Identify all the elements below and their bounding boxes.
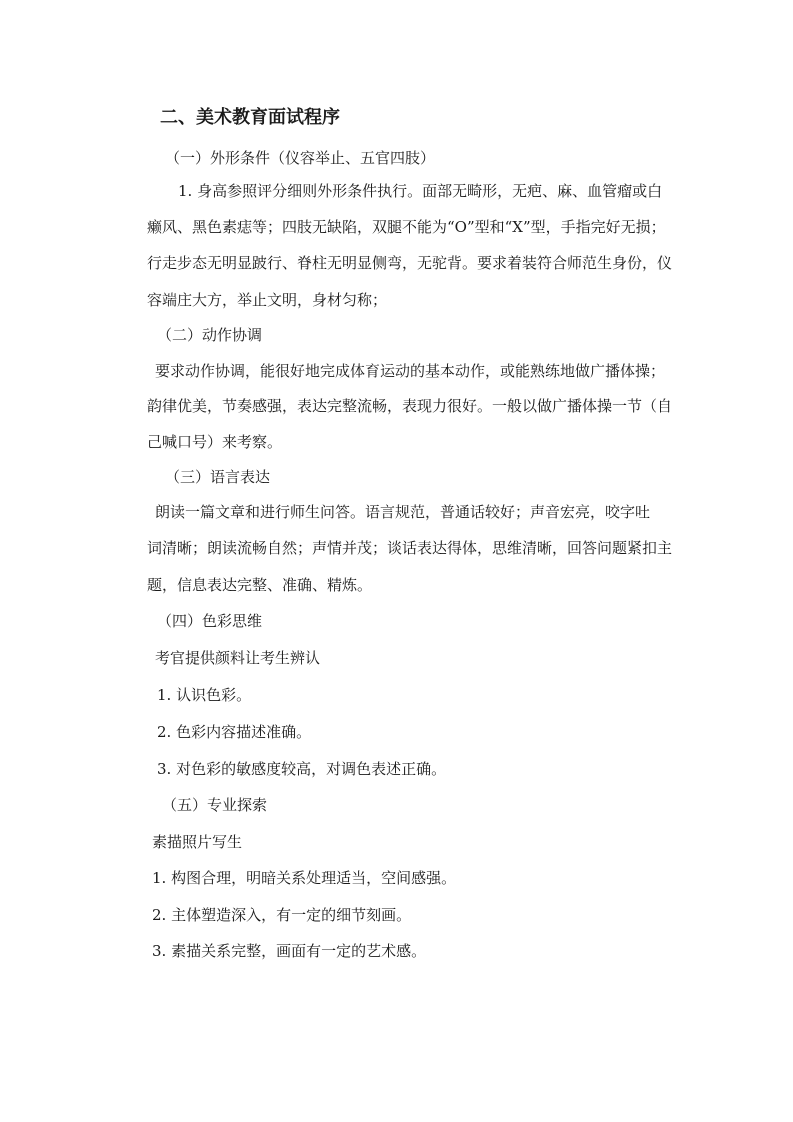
list-item: 3. 对色彩的敏感度较高，对调色表述正确。: [157, 760, 447, 778]
paragraph-line: 己喊口号）来考察。: [147, 433, 283, 451]
paragraph-line: 词清晰；朗读流畅自然；声情并茂；谈话表达得体，思维清晰，回答问题紧扣主: [147, 539, 673, 557]
subsection-title-coordination: （二）动作协调: [157, 326, 263, 344]
paragraph-line: 1. 身高参照评分细则外形条件执行。面部无畸形，无疤、麻、血管瘤或白: [178, 182, 663, 200]
paragraph-line: 癞风、黑色素痣等；四肢无缺陷，双腿不能为“O”型和“X”型，手指完好无损；: [147, 218, 666, 236]
list-item: 1. 构图合理，明暗关系处理适当，空间感强。: [152, 869, 457, 887]
paragraph-line: 韵律优美，节奏感强，表达完整流畅，表现力很好。一般以做广播体操一节（自: [147, 397, 673, 415]
paragraph-line: 素描照片写生: [152, 833, 243, 851]
list-item: 2. 色彩内容描述准确。: [157, 723, 312, 741]
subsection-title-appearance: （一）外形条件（仪容举止、五官四肢）: [165, 149, 436, 167]
list-item: 2. 主体塑造深入，有一定的细节刻画。: [152, 906, 412, 924]
paragraph-line: 题，信息表达完整、准确、精炼。: [147, 576, 373, 594]
paragraph-line: 朗读一篇文章和进行师生问答。语言规范，普通话较好；声音宏亮，咬字吐: [155, 503, 651, 521]
list-item: 3. 素描关系完整，画面有一定的艺术感。: [152, 942, 427, 960]
subsection-title-language: （三）语言表达: [165, 468, 271, 486]
paragraph-line: 要求动作协调，能很好地完成体育运动的基本动作，或能熟练地做广播体操；: [155, 362, 666, 380]
list-item: 1. 认识色彩。: [157, 686, 252, 704]
paragraph-line: 容端庄大方，举止文明，身材匀称；: [147, 291, 388, 309]
subsection-title-professional: （五）专业探索: [162, 796, 268, 814]
subsection-title-color: （四）色彩思维: [157, 612, 263, 630]
section-heading: 二、美术教育面试程序: [160, 107, 340, 128]
paragraph-line: 考官提供颜料让考生辨认: [155, 649, 321, 667]
paragraph-line: 行走步态无明显跛行、脊柱无明显侧弯，无驼背。要求着装符合师范生身份，仪: [147, 254, 673, 272]
